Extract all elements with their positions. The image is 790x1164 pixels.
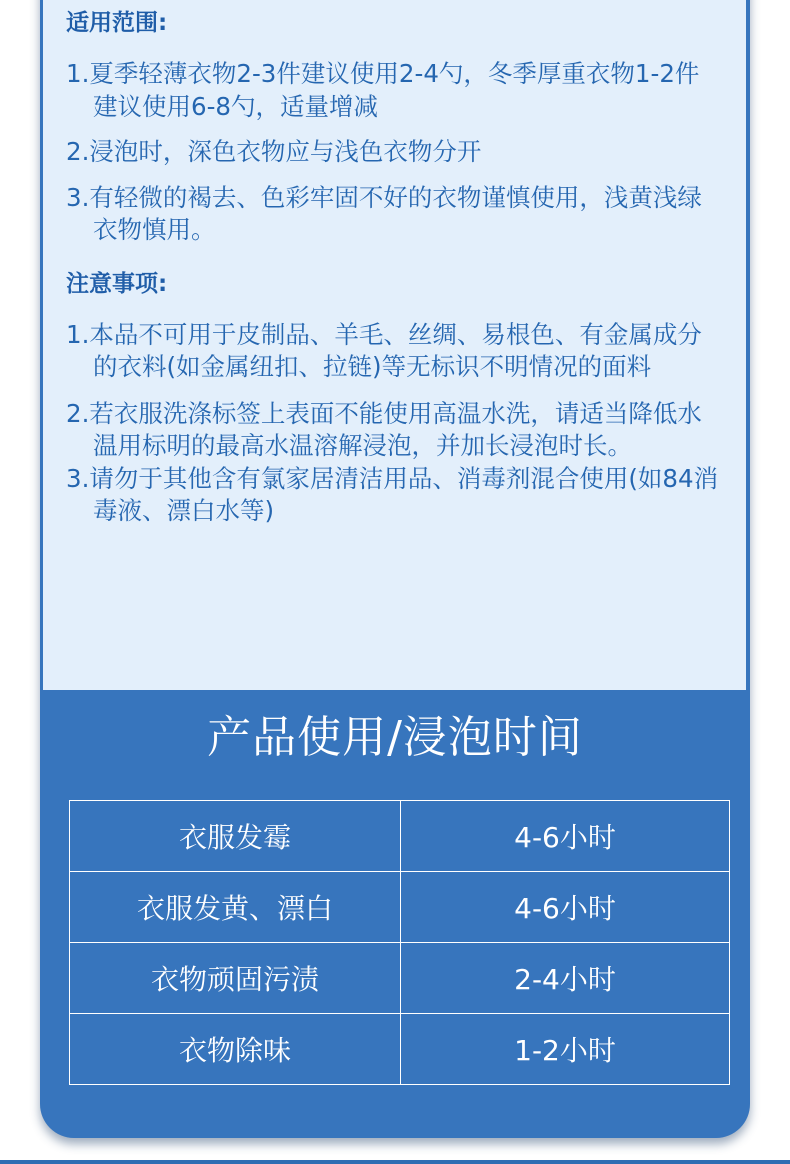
table-row [70,872,730,943]
scope-item: 1.夏季轻薄衣物2-3件建议使用2-4勺，冬季厚重衣物1-2件建议使用6-8勺，适量增减 [66,59,700,121]
scope-item: 3.有轻微的褐去、色彩牢固不好的衣物谨慎使用，浅黄浅绿衣物慎用。 [66,182,702,244]
notes-item: 3.请勿于其他含有氯家居清洁用品、消毒剂混合使用(如84消毒液、漂白水等) [66,463,719,525]
scope-list [66,58,722,247]
scope-heading: 适用范围: [66,10,168,36]
table-row [70,943,730,1014]
table-row [70,801,730,872]
table-cell-item: 衣物除味 [70,1014,401,1085]
notes-item: 1.本品不可用于皮制品、羊毛、丝绸、易根色、有金属成分的衣料(如金属纽扣、拉链)等无标识不明情况的面料 [66,319,702,381]
product-info-card [40,0,750,1138]
scope-item: 2.浸泡时，深色衣物应与浅色衣物分开 [66,137,482,166]
table-cell-item: 衣物顽固污渍 [70,943,401,1014]
notes-heading: 注意事项: [66,270,168,297]
bottom-divider [0,1160,790,1164]
notes-item: 2.若衣服洗涤标签上表面不能使用高温水洗，请适当降低水温用标明的最高水温溶解浸泡，并加长浸泡时长。 [66,398,702,460]
table-cell-item: 衣服发黄、漂白 [70,872,401,943]
table-cell-time: 4-6小时 [401,801,730,872]
usage-title: 产品使用/浸泡时间 [207,712,583,763]
table-cell-time: 1-2小时 [401,1014,730,1085]
instructions-panel [43,0,746,690]
notes-list [66,319,722,528]
soak-time-table [69,800,730,1085]
table-cell-time: 2-4小时 [401,943,730,1014]
table-row [70,1014,730,1085]
table-cell-item: 衣服发霉 [70,801,401,872]
table-cell-time: 4-6小时 [401,872,730,943]
